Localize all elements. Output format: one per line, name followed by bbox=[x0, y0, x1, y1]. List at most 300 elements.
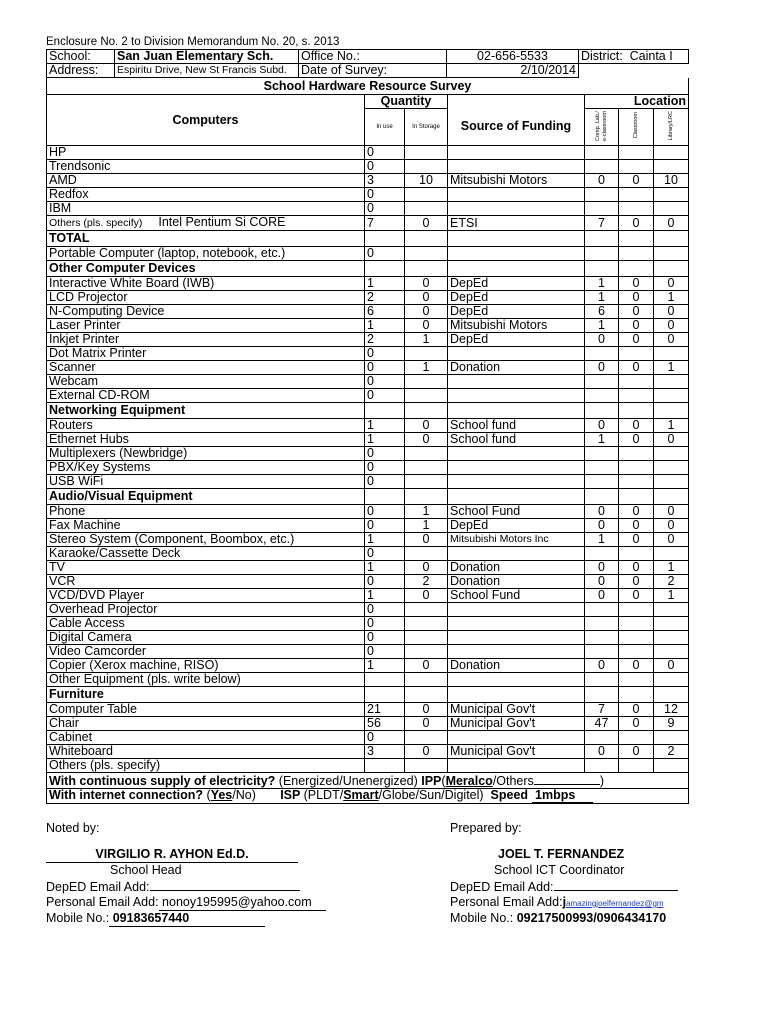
table-row bbox=[47, 519, 689, 533]
funding-header: Source of Funding bbox=[448, 109, 585, 146]
cell-l2 bbox=[619, 261, 654, 277]
cell-l2: 0 bbox=[619, 319, 654, 333]
cell-l3 bbox=[654, 461, 689, 475]
table-row bbox=[47, 375, 689, 389]
prepared-name: JOEL T. FERNANDEZ bbox=[498, 847, 625, 861]
cell-storage bbox=[405, 160, 448, 174]
cell-storage: 1 bbox=[405, 333, 448, 347]
cell-l2: 0 bbox=[619, 519, 654, 533]
speed-label: Speed bbox=[490, 788, 529, 802]
loc1-header-cell bbox=[585, 109, 619, 146]
cell-l2 bbox=[619, 645, 654, 659]
table-row bbox=[47, 731, 689, 745]
table-row bbox=[47, 745, 689, 759]
cell-in-use: 0 bbox=[365, 575, 405, 589]
cell-l2 bbox=[619, 146, 654, 160]
office-label: Office No.: bbox=[299, 50, 447, 64]
item-label: Whiteboard bbox=[49, 744, 113, 758]
cell-source bbox=[448, 447, 585, 461]
cell-l1 bbox=[585, 231, 619, 247]
cell-l1 bbox=[585, 261, 619, 277]
item-name bbox=[47, 575, 365, 589]
cell-l2: 0 bbox=[619, 561, 654, 575]
item-specify: Intel Pentium Si CORE bbox=[158, 215, 286, 229]
cell-source: Municipal Gov't bbox=[448, 717, 585, 731]
cell-storage bbox=[405, 631, 448, 645]
item-name bbox=[47, 731, 365, 745]
item-name bbox=[47, 561, 365, 575]
cell-l3 bbox=[654, 489, 689, 505]
cell-l2 bbox=[619, 447, 654, 461]
cell-source bbox=[448, 231, 585, 247]
item-label: Cable Access bbox=[49, 616, 125, 630]
cell-in-use bbox=[365, 231, 405, 247]
cell-storage bbox=[405, 731, 448, 745]
category-row bbox=[47, 261, 689, 277]
cell-in-use: 0 bbox=[365, 645, 405, 659]
noted-deped-email-blank bbox=[150, 878, 300, 891]
district-label: District: bbox=[581, 49, 623, 63]
table-row bbox=[47, 717, 689, 731]
cell-storage: 0 bbox=[405, 745, 448, 759]
cell-in-use: 1 bbox=[365, 319, 405, 333]
cell-l1 bbox=[585, 247, 619, 261]
computers-header: Computers bbox=[47, 95, 365, 146]
item-label: Multiplexers (Newbridge) bbox=[49, 446, 188, 460]
item-name bbox=[47, 617, 365, 631]
cell-l2: 0 bbox=[619, 703, 654, 717]
cell-source: DepEd bbox=[448, 277, 585, 291]
cell-l1: 1 bbox=[585, 319, 619, 333]
cell-l1 bbox=[585, 617, 619, 631]
category-row bbox=[47, 687, 689, 703]
cell-storage bbox=[405, 489, 448, 505]
cell-l1 bbox=[585, 447, 619, 461]
prepared-email-prefix: j bbox=[562, 895, 567, 909]
cell-in-use bbox=[365, 489, 405, 505]
item-label: Trendsonic bbox=[49, 159, 111, 173]
item-name bbox=[47, 291, 365, 305]
cell-l2 bbox=[619, 202, 654, 216]
cell-l2: 0 bbox=[619, 216, 654, 231]
item-name bbox=[47, 361, 365, 375]
cell-source bbox=[448, 347, 585, 361]
cell-l1 bbox=[585, 188, 619, 202]
cell-source: Donation bbox=[448, 361, 585, 375]
speed-text: 1mbps bbox=[535, 788, 576, 802]
cell-l3: 1 bbox=[654, 589, 689, 603]
item-name bbox=[47, 419, 365, 433]
item-name bbox=[47, 333, 365, 347]
cell-storage: 1 bbox=[405, 361, 448, 375]
cell-storage: 0 bbox=[405, 305, 448, 319]
item-name bbox=[47, 347, 365, 361]
prepared-deped-email-blank bbox=[554, 878, 678, 891]
table-row bbox=[47, 389, 689, 403]
cell-l1 bbox=[585, 687, 619, 703]
cell-l1 bbox=[585, 731, 619, 745]
item-label: Karaoke/Cassette Deck bbox=[49, 546, 181, 560]
cell-source: ETSI bbox=[448, 216, 585, 231]
cell-l2 bbox=[619, 160, 654, 174]
item-name bbox=[47, 489, 365, 505]
cell-l3: 0 bbox=[654, 433, 689, 447]
table-row bbox=[47, 202, 689, 216]
internet-selected: Yes bbox=[210, 788, 233, 802]
cell-l2: 0 bbox=[619, 659, 654, 673]
cell-source: School fund bbox=[448, 433, 585, 447]
cell-in-use: 1 bbox=[365, 277, 405, 291]
cell-storage bbox=[405, 687, 448, 703]
item-label: N-Computing Device bbox=[49, 304, 165, 318]
internet-label: With internet connection? bbox=[49, 788, 204, 802]
cell-l1 bbox=[585, 461, 619, 475]
table-row bbox=[47, 561, 689, 575]
cell-in-use: 3 bbox=[365, 174, 405, 188]
item-name bbox=[47, 174, 365, 188]
cell-source bbox=[448, 160, 585, 174]
cell-l3 bbox=[654, 447, 689, 461]
cell-l3: 0 bbox=[654, 505, 689, 519]
cell-l1 bbox=[585, 475, 619, 489]
cell-in-use bbox=[365, 673, 405, 687]
cell-in-use: 3 bbox=[365, 745, 405, 759]
item-label: Interactive White Board (IWB) bbox=[49, 276, 215, 290]
cell-storage bbox=[405, 231, 448, 247]
cell-l2 bbox=[619, 631, 654, 645]
cell-l1: 0 bbox=[585, 745, 619, 759]
cell-storage bbox=[405, 247, 448, 261]
cell-l2: 0 bbox=[619, 533, 654, 547]
table-row bbox=[47, 433, 689, 447]
item-label: Webcam bbox=[49, 374, 99, 388]
noted-personal-email-label: Personal Email Add: bbox=[46, 895, 159, 909]
prepared-label: Prepared by: bbox=[450, 821, 522, 835]
cell-source: Donation bbox=[448, 561, 585, 575]
cell-in-use: 0 bbox=[365, 519, 405, 533]
cell-l2 bbox=[619, 188, 654, 202]
item-label: Overhead Projector bbox=[49, 602, 158, 616]
cell-l1: 0 bbox=[585, 333, 619, 347]
item-label: VCD/DVD Player bbox=[49, 588, 145, 602]
cell-l3 bbox=[654, 231, 689, 247]
cell-storage bbox=[405, 403, 448, 419]
cell-l2: 0 bbox=[619, 717, 654, 731]
speed-value bbox=[532, 789, 593, 803]
cell-l3: 1 bbox=[654, 361, 689, 375]
cell-l1: 6 bbox=[585, 305, 619, 319]
cell-l2: 0 bbox=[619, 505, 654, 519]
noted-mobile bbox=[109, 910, 265, 927]
item-label: External CD-ROM bbox=[49, 388, 150, 402]
noted-deped-email-label: DepED Email Add: bbox=[46, 880, 150, 894]
cell-storage: 0 bbox=[405, 533, 448, 547]
item-label: Furniture bbox=[49, 687, 104, 701]
item-name bbox=[47, 759, 365, 773]
cell-source: Mitsubishi Motors bbox=[448, 174, 585, 188]
cell-source bbox=[448, 403, 585, 419]
cell-l3: 2 bbox=[654, 575, 689, 589]
cell-in-use bbox=[365, 403, 405, 419]
cell-l1: 0 bbox=[585, 561, 619, 575]
cell-storage bbox=[405, 645, 448, 659]
cell-l2: 0 bbox=[619, 333, 654, 347]
cell-l3: 0 bbox=[654, 305, 689, 319]
item-label: AMD bbox=[49, 173, 77, 187]
cell-l1 bbox=[585, 673, 619, 687]
cell-storage: 0 bbox=[405, 291, 448, 305]
item-name bbox=[47, 703, 365, 717]
cell-l1: 47 bbox=[585, 717, 619, 731]
cell-l3: 0 bbox=[654, 333, 689, 347]
item-label: Phone bbox=[49, 504, 86, 518]
cell-l3: 12 bbox=[654, 703, 689, 717]
item-name bbox=[47, 305, 365, 319]
item-label: Video Camcorder bbox=[49, 644, 147, 658]
item-label: Dot Matrix Printer bbox=[49, 346, 147, 360]
cell-source bbox=[448, 146, 585, 160]
item-name bbox=[47, 519, 365, 533]
cell-l2 bbox=[619, 687, 654, 703]
cell-storage: 0 bbox=[405, 717, 448, 731]
cell-l1 bbox=[585, 603, 619, 617]
cell-in-use: 0 bbox=[365, 547, 405, 561]
cell-l3 bbox=[654, 347, 689, 361]
cell-storage: 1 bbox=[405, 519, 448, 533]
item-label: Others (pls. specify) bbox=[49, 217, 143, 229]
table-row bbox=[47, 174, 689, 188]
in-use-header: In use bbox=[365, 109, 405, 146]
cell-source bbox=[448, 475, 585, 489]
table-row bbox=[47, 216, 689, 231]
location-header: Location bbox=[585, 95, 689, 109]
cell-source: School fund bbox=[448, 419, 585, 433]
cell-source: Donation bbox=[448, 659, 585, 673]
isp-selected: Smart bbox=[343, 788, 379, 802]
cell-l3 bbox=[654, 731, 689, 745]
cell-source: Donation bbox=[448, 575, 585, 589]
loc3-header-cell bbox=[654, 109, 689, 146]
cell-in-use: 7 bbox=[365, 216, 405, 231]
table-body bbox=[47, 146, 689, 773]
electricity-label: With continuous supply of electricity? bbox=[49, 774, 276, 788]
table-row bbox=[47, 575, 689, 589]
cell-in-use: 0 bbox=[365, 617, 405, 631]
item-label: Ethernet Hubs bbox=[49, 432, 129, 446]
cell-l1 bbox=[585, 759, 619, 773]
electricity-row bbox=[47, 773, 689, 789]
cell-l3: 0 bbox=[654, 216, 689, 231]
cell-l2: 0 bbox=[619, 433, 654, 447]
item-name bbox=[47, 547, 365, 561]
item-label: Other Equipment (pls. write below) bbox=[49, 672, 241, 686]
cell-l1: 1 bbox=[585, 533, 619, 547]
cell-l3: 0 bbox=[654, 519, 689, 533]
cell-source bbox=[448, 202, 585, 216]
cell-l1: 7 bbox=[585, 216, 619, 231]
cell-l1: 0 bbox=[585, 174, 619, 188]
noted-by-block bbox=[46, 820, 376, 926]
cell-storage bbox=[405, 461, 448, 475]
cell-source bbox=[448, 687, 585, 703]
cell-l3: 0 bbox=[654, 277, 689, 291]
item-name bbox=[47, 603, 365, 617]
cell-l2 bbox=[619, 673, 654, 687]
cell-l1: 0 bbox=[585, 659, 619, 673]
category-row bbox=[47, 231, 689, 247]
cell-l1: 0 bbox=[585, 575, 619, 589]
internet-rest: /No) bbox=[232, 788, 256, 802]
cell-l2 bbox=[619, 475, 654, 489]
internet-open: ( bbox=[206, 788, 211, 802]
district-cell bbox=[579, 50, 689, 64]
cell-storage bbox=[405, 603, 448, 617]
cell-l3 bbox=[654, 631, 689, 645]
noted-personal-email bbox=[159, 894, 326, 911]
cell-storage: 0 bbox=[405, 659, 448, 673]
table-row bbox=[47, 160, 689, 174]
noted-mobile-label: Mobile No.: bbox=[46, 911, 110, 925]
cell-l3 bbox=[654, 673, 689, 687]
cell-storage bbox=[405, 375, 448, 389]
cell-in-use bbox=[365, 759, 405, 773]
item-label: Chair bbox=[49, 716, 79, 730]
cell-l3 bbox=[654, 389, 689, 403]
item-name bbox=[47, 673, 365, 687]
item-name bbox=[47, 645, 365, 659]
table-row bbox=[47, 533, 689, 547]
cell-source: Mitsubishi Motors bbox=[448, 319, 585, 333]
item-label: Audio/Visual Equipment bbox=[49, 489, 193, 503]
date-value: 2/10/2014 bbox=[447, 64, 579, 78]
cell-in-use: 0 bbox=[365, 505, 405, 519]
prepared-by-block bbox=[450, 820, 690, 926]
noted-personal-email-text: nonoy195995@yahoo.com bbox=[162, 895, 312, 909]
item-name bbox=[47, 375, 365, 389]
cell-l2 bbox=[619, 347, 654, 361]
cell-l2 bbox=[619, 603, 654, 617]
ipp-rest: /Others bbox=[492, 774, 534, 788]
cell-source: Municipal Gov't bbox=[448, 703, 585, 717]
cell-l1: 0 bbox=[585, 519, 619, 533]
cell-l2: 0 bbox=[619, 174, 654, 188]
item-name bbox=[47, 589, 365, 603]
cell-l3: 1 bbox=[654, 419, 689, 433]
cell-l3: 0 bbox=[654, 659, 689, 673]
item-name bbox=[47, 533, 365, 547]
item-name bbox=[47, 687, 365, 703]
item-name bbox=[47, 188, 365, 202]
table-row bbox=[47, 505, 689, 519]
item-name bbox=[47, 745, 365, 759]
item-name bbox=[47, 403, 365, 419]
cell-storage: 0 bbox=[405, 703, 448, 717]
item-name bbox=[47, 505, 365, 519]
item-label: LCD Projector bbox=[49, 290, 128, 304]
enclosure-line: Enclosure No. 2 to Division Memorandum No. 20, s. 2013 bbox=[46, 36, 340, 48]
prepared-mobile-label: Mobile No.: bbox=[450, 911, 514, 925]
cell-l2: 0 bbox=[619, 361, 654, 375]
table-row bbox=[47, 347, 689, 361]
item-name bbox=[47, 160, 365, 174]
cell-storage: 10 bbox=[405, 174, 448, 188]
cell-source bbox=[448, 759, 585, 773]
date-label: Date of Survey: bbox=[299, 64, 447, 78]
item-label: Other Computer Devices bbox=[49, 261, 196, 275]
ipp-label: IPP bbox=[421, 774, 442, 788]
item-name bbox=[47, 447, 365, 461]
item-label: Redfox bbox=[49, 187, 89, 201]
cell-in-use: 2 bbox=[365, 291, 405, 305]
cell-l3: 0 bbox=[654, 533, 689, 547]
cell-l3: 1 bbox=[654, 561, 689, 575]
item-name bbox=[47, 461, 365, 475]
ipp-open: ( bbox=[441, 774, 446, 788]
category-row bbox=[47, 489, 689, 505]
table-row bbox=[47, 645, 689, 659]
cell-in-use bbox=[365, 261, 405, 277]
cell-l3 bbox=[654, 403, 689, 419]
cell-storage: 2 bbox=[405, 575, 448, 589]
cell-l3: 0 bbox=[654, 319, 689, 333]
item-label: HP bbox=[49, 145, 67, 159]
item-name bbox=[47, 659, 365, 673]
ipp-blank bbox=[534, 773, 600, 785]
table-row bbox=[47, 188, 689, 202]
isp-rest: /Globe/Sun/Digitel) bbox=[378, 788, 484, 802]
cell-in-use: 0 bbox=[365, 631, 405, 645]
cell-storage: 0 bbox=[405, 433, 448, 447]
cell-storage: 0 bbox=[405, 419, 448, 433]
loc3-header: Library/LRC bbox=[667, 110, 674, 141]
cell-storage: 0 bbox=[405, 319, 448, 333]
cell-l3 bbox=[654, 247, 689, 261]
isp-label: ISP bbox=[280, 788, 301, 802]
noted-title: School Head bbox=[110, 863, 182, 877]
district-value: Cainta I bbox=[629, 49, 673, 63]
cell-l2 bbox=[619, 547, 654, 561]
cell-storage: 0 bbox=[405, 589, 448, 603]
internet-row bbox=[47, 789, 689, 804]
item-label: Computer Table bbox=[49, 702, 138, 716]
prepared-mobile: 09217500993/0906434170 bbox=[516, 911, 667, 925]
cell-source bbox=[448, 489, 585, 505]
cell-l1 bbox=[585, 347, 619, 361]
cell-l3: 10 bbox=[654, 174, 689, 188]
table-row bbox=[47, 419, 689, 433]
category-row bbox=[47, 403, 689, 419]
cell-l2 bbox=[619, 375, 654, 389]
cell-in-use: 1 bbox=[365, 659, 405, 673]
cell-storage bbox=[405, 447, 448, 461]
cell-in-use: 0 bbox=[365, 389, 405, 403]
prepared-deped-email-label: DepED Email Add: bbox=[450, 880, 554, 894]
item-label: Others (pls. specify) bbox=[49, 758, 161, 772]
cell-in-use: 0 bbox=[365, 461, 405, 475]
cell-in-use: 1 bbox=[365, 419, 405, 433]
cell-source bbox=[448, 631, 585, 645]
cell-in-use: 1 bbox=[365, 433, 405, 447]
item-label: VCR bbox=[49, 574, 76, 588]
cell-storage bbox=[405, 261, 448, 277]
item-label: Inkjet Printer bbox=[49, 332, 120, 346]
cell-l3 bbox=[654, 146, 689, 160]
hardware-table bbox=[46, 78, 689, 804]
noted-mobile-text: 09183657440 bbox=[112, 911, 190, 925]
cell-storage bbox=[405, 188, 448, 202]
cell-source bbox=[448, 673, 585, 687]
cell-l1: 0 bbox=[585, 505, 619, 519]
